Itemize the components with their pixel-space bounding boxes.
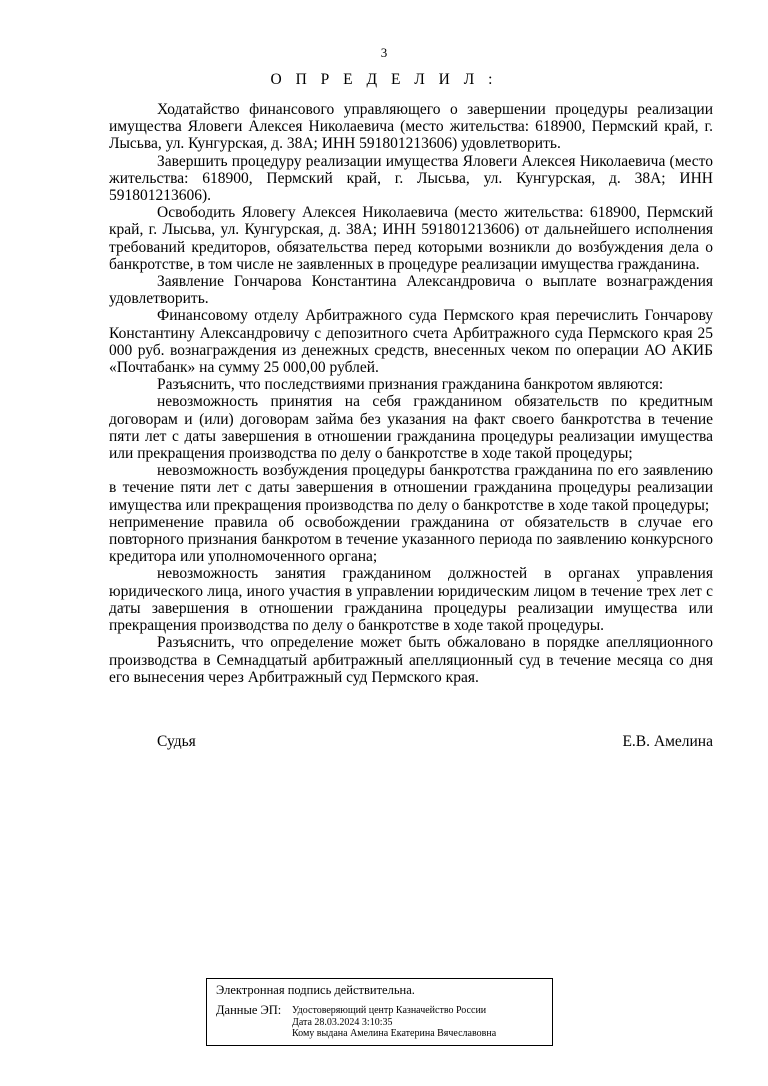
paragraph-fee-transfer: Финансовому отделу Арбитражного суда Пермского края перечислить Гончарову Константину Александровичу с депозитного счета Арбитражного суда Пермского края 25 000 руб. вознаграждения из денежных средств, внесенных чеком по операции АО АКИБ «Почтабанк» на сумму 25 000,00 рублей. <box>109 307 713 377</box>
paragraph-consequence-new-bankruptcy: невозможность возбуждения процедуры банкротства гражданина по его заявлению в течение пяти лет с даты завершения в отношении гражданина процедуры реализации имущества или прекращения производства по делу о банкротстве в ходе такой процедуры; <box>109 462 713 514</box>
paragraph-consequence-no-release: неприменение правила об освобождении гражданина от обязательств в случае его повторного признания банкротом в течение указанного периода по заявлению конкурсного кредитора или уполномоченного органа; <box>109 513 713 566</box>
esig-title: Электронная подпись действительна. <box>216 983 415 997</box>
esig-issuer: Удостоверяющий центр Казначейство России <box>292 1005 487 1016</box>
paragraph-consequences-intro: Разъяснить, что последствиями признания гражданина банкротом являются: <box>157 376 664 394</box>
esig-data-row <box>216 1004 544 1040</box>
page-number: 3 <box>380 45 388 60</box>
paragraph-grant-motion: Ходатайство финансового управляющего о завершении процедуры реализации имущества Яловеги Алексея Николаевича (место жительства: 618900, Пермский край, г. Лысьва, ул. Кунгурская, д. 38А; ИНН 591801213606) удовлетворить. <box>109 101 713 153</box>
judge-role: Судья <box>157 733 196 750</box>
paragraph-release-debtor: Освободить Яловегу Алексея Николаевича (место жительства: 618900, Пермский край, г. Лысьва, ул. Кунгурская, д. 38А; ИНН 591801213606) от дальнейшего исполнения требований кредиторов, обязательства перед которыми возникли до возбуждения дела о банкротстве, в том числе не заявленных в процедуре реализации имущества гражданина. <box>109 204 713 273</box>
esig-date: Дата 28.03.2024 3:10:35 <box>292 1016 393 1028</box>
judge-name: Е.В. Амелина <box>622 733 713 750</box>
electronic-signature-stamp <box>206 978 553 1046</box>
paragraph-consequence-credit: невозможность принятия на себя гражданином обязательств по кредитным договорам и (или) договорам займа без указания на факт своего банкротства в течение пяти лет с даты завершения в отношении гражданина процедуры реализации имущества или прекращения производства по делу о банкротстве в ходе такой процедуры; <box>109 393 713 463</box>
esig-label: Данные ЭП: <box>216 1003 282 1017</box>
signature-row <box>157 733 713 751</box>
esig-details <box>292 1004 496 1040</box>
paragraph-fee-application: Заявление Гончарова Константина Александровича о выплате вознаграждения удовлетворить. <box>109 273 713 308</box>
paragraph-appeal: Разъяснить, что определение может быть обжаловано в порядке апелляционного производства в Семнадцатый арбитражный апелляционный суд в течение месяца со дня его вынесения через Арбитражный суд Пермского края. <box>109 634 713 686</box>
paragraph-consequence-management: невозможность занятия гражданином должностей в органах управления юридического лица, иного участия в управлении юридическим лицом в течение трех лет с даты завершения в отношении гражданина процедуры реализации имущества или прекращения производства по делу о банкротстве в ходе такой процедуры. <box>109 565 713 635</box>
ruling-heading: О П Р Е Д Е Л И Л : <box>270 71 498 88</box>
esig-issued-to: Кому выдана Амелина Екатерина Вячеславовна <box>292 1028 497 1039</box>
paragraph-complete-procedure: Завершить процедуру реализации имущества Яловеги Алексея Николаевича (место жительства: 618900, Пермский край, г. Лысьва, ул. Кунгурская, д. 38А; ИНН 591801213606). <box>109 152 713 205</box>
ruling-body <box>109 101 713 686</box>
